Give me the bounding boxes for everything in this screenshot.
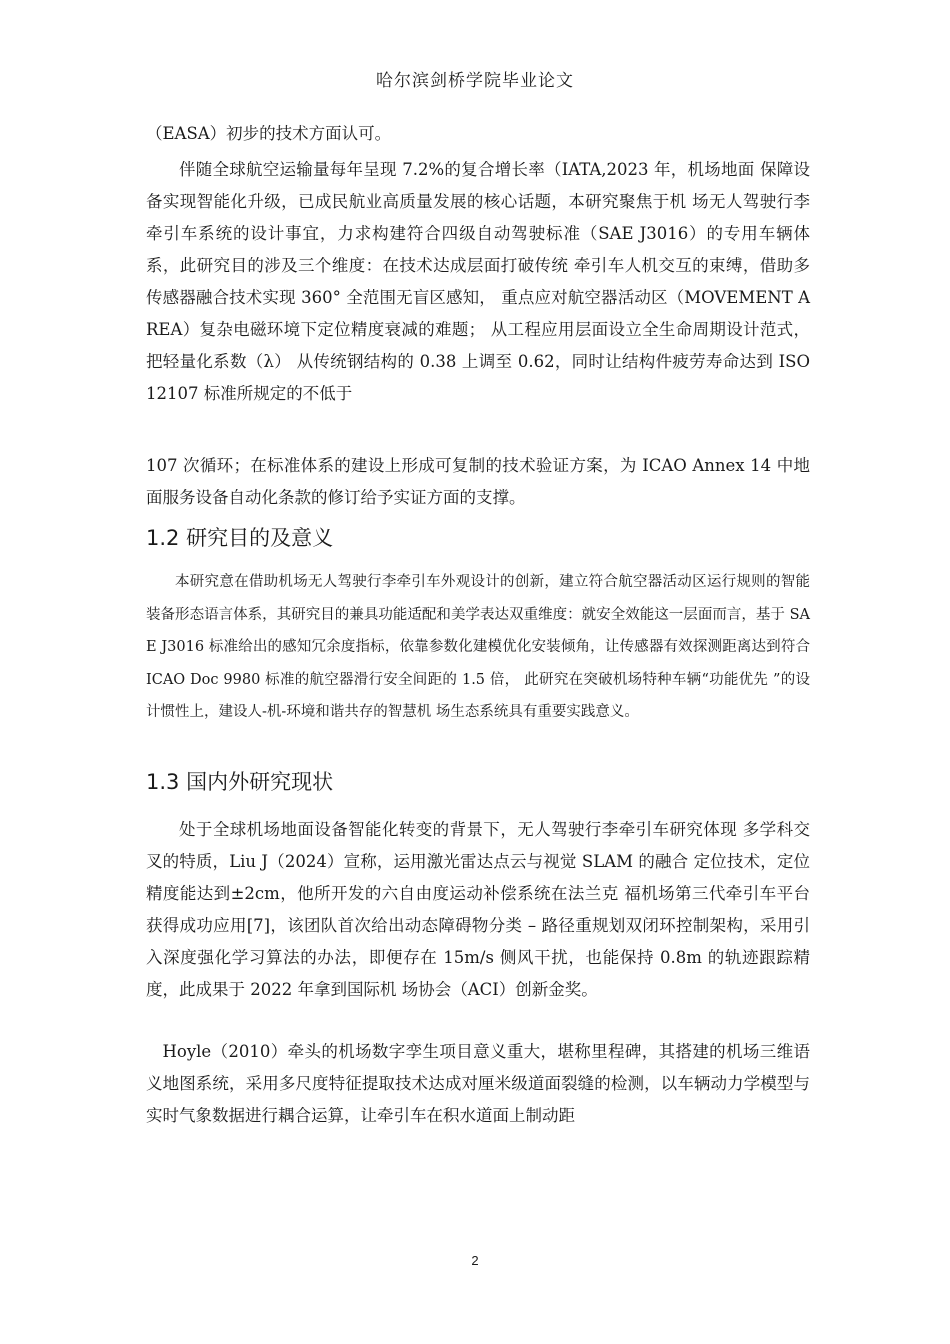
- paragraph-text: 伴随全球航空运输量每年呈现 7.2%的复合增长率（IATA,2023 年，机场地面 保障设备实现智能化升级，已成民航业高质量发展的核心话题，本研究聚焦于机 场无人驾驶行李牵引车系统的设计事宜，力求构建符合四级自动驾驶标准（SAE J3016）的专用车辆体系，此研究目的涉及三个维度：在技术达成层面打破传统 牵引车人机交互的束缚，借助多传感器融合技术实现 360° 全范围无盲区感知， 重点应对航空器活动区（MOVEMENT AREA）复杂电磁环境下定位精度衰减的难题； 从工程应用层面设立全生命周期设计范式，把轻量化系数（λ） 从传统钢结构的 0.38 上调至 0.62，同时让结构件疲劳寿命达到 ISO 12107 标准所规定的不低于: [146, 160, 810, 403]
- paragraph-text: 处于全球机场地面设备智能化转变的背景下，无人驾驶行李牵引车研究体现 多学科交叉的特质，Liu J（2024）宣称，运用激光雷达点云与视觉 SLAM 的融合 定位技术，定位精度能达到±2cm，他所开发的六自由度运动补偿系统在法兰克 福机场第三代牵引车平台获得成功应用[7]，该团队首次给出动态障碍物分类 – 路径重规划双闭环控制架构，采用引入深度强化学习算法的办法，即便存在 15m/s 侧风干扰，也能保持 0.8m 的轨迹跟踪精度，此成果于 2022 年拿到国际机 场协会（ACI）创新金奖。: [146, 820, 810, 999]
- paragraph-background: [146, 154, 810, 410]
- paragraph-text: （EASA）初步的技术方面认可。: [146, 124, 392, 143]
- paragraph-hoyle: [146, 1036, 810, 1132]
- page-number: 2: [471, 1253, 479, 1268]
- paragraph-easa: [146, 118, 810, 150]
- section-title: 1.3 国内外研究现状: [146, 770, 334, 794]
- section-heading-1-2: [146, 522, 810, 554]
- paragraph-continued: [146, 450, 810, 514]
- paragraph-text: 107 次循环；在标准体系的建设上形成可复制的技术验证方案，为 ICAO Annex 14 中地面服务设备自动化条款的修订给予实证方面的支撑。: [146, 456, 810, 507]
- paragraph-text: 本研究意在借助机场无人驾驶行李牵引车外观设计的创新，建立符合航空器活动区运行规则的智能装备形态语言体系，其研究目的兼具功能适配和美学表达双重维度：就安全效能这一层面而言，基于 SAE J3016 标准给出的感知冗余度指标，依靠参数化建模优化安装倾角，让传感器有效探测距离达到符合 ICAO Doc 9980 标准的航空器滑行安全间距的 1.5 倍， 此研究在突破机场特种车辆“功能优先 ”的设计惯性上，建设人-机-环境和谐共存的智慧机 场生态系统具有重要实践意义。: [146, 574, 810, 720]
- running-header: 哈尔滨剑桥学院毕业论文: [376, 71, 574, 91]
- paragraph-research-status: [146, 814, 810, 1006]
- paragraph-text: Hoyle（2010）牵头的机场数字孪生项目意义重大，堪称里程碑，其搭建的机场三维语义地图系统，采用多尺度特征提取技术达成对厘米级道面裂缝的检测，以车辆动力学模型与实时气象数据进行耦合运算，让牵引车在积水道面上制动距: [146, 1042, 810, 1125]
- paragraph-purpose: [146, 566, 810, 729]
- section-title: 1.2 研究目的及意义: [146, 526, 334, 550]
- section-heading-1-3: [146, 766, 810, 798]
